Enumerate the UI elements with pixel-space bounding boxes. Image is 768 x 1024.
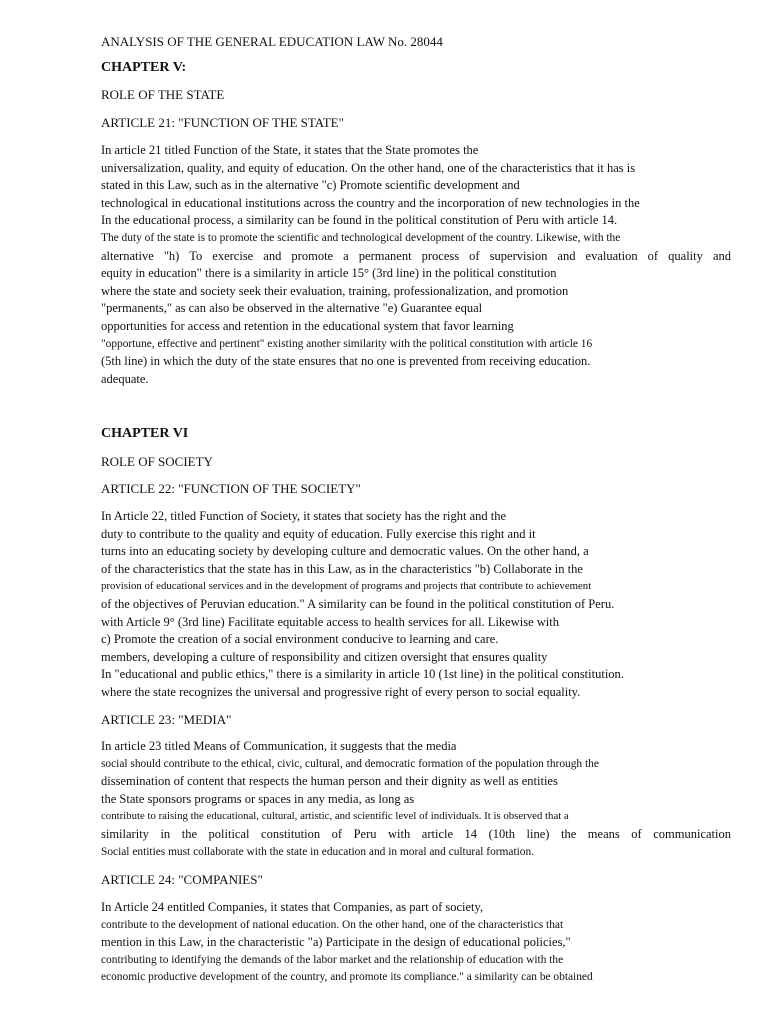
- text-line: with Article 9° (3rd line) Facilitate equitable access to health services for all. Likewise with: [101, 614, 559, 629]
- text-line: contribute to the development of national education. On the other hand, one of the characteristics that: [101, 918, 564, 931]
- article-22-body: [101, 508, 624, 702]
- text-line: In "educational and public ethics," there is a similarity in article 10 (1st line) in the political constitution.: [101, 667, 624, 682]
- text-line: provision of educational services and in the development of programs and projects that contribute to achievement: [101, 580, 592, 593]
- text-line: alternative "h) To exercise and promote a permanent process of supervision and evaluation of quality and: [101, 248, 731, 263]
- text-line: (5th line) in which the duty of the state ensures that no one is prevented from receiving education.: [101, 354, 591, 369]
- chapter-5-role: ROLE OF THE STATE: [101, 87, 225, 102]
- text-line: "permanents," as can also be observed in the alternative "e) Guarantee equal: [101, 301, 483, 316]
- document-title: ANALYSIS OF THE GENERAL EDUCATION LAW No. 28044: [101, 34, 443, 49]
- text-line: economic productive development of the country, and promote its compliance." a similarity can be obtained: [101, 971, 593, 984]
- text-line: opportunities for access and retention in the educational system that favor learning: [101, 318, 514, 333]
- article-22-title: ARTICLE 22: "FUNCTION OF THE SOCIETY": [101, 481, 361, 496]
- article-24-body: [101, 899, 593, 987]
- text-line: stated in this Law, such as in the alternative "c) Promote scientific development and: [101, 178, 520, 193]
- text-line: of the objectives of Peruvian education." A similarity can be found in the political constitution of Peru.: [101, 596, 615, 611]
- text-line: In the educational process, a similarity can be found in the political constitution of Peru with article 14.: [101, 213, 618, 228]
- text-line: technological in educational institutions across the country and the incorporation of new technologies in the: [101, 195, 640, 210]
- text-line: the State sponsors programs or spaces in any media, as long as: [101, 791, 415, 806]
- text-line: contribute to raising the educational, cultural, artistic, and scientific level of individuals. It is observed that a: [101, 810, 569, 823]
- text-line: mention in this Law, in the characteristic "a) Participate in the design of educational policies,": [101, 935, 571, 950]
- text-line: of the characteristics that the state has in this Law, as in the characteristics "b) Collaborate in the: [101, 561, 583, 576]
- text-line: where the state and society seek their evaluation, training, professionalization, and promotion: [101, 283, 569, 298]
- text-line: Social entities must collaborate with the state in education and in moral and cultural formation.: [101, 845, 535, 858]
- text-line: In article 21 titled Function of the State, it states that the State promotes the: [101, 143, 479, 157]
- article-23-title: ARTICLE 23: "MEDIA": [101, 712, 232, 727]
- text-line: dissemination of content that respects the human person and their dignity as well as entities: [101, 774, 558, 789]
- text-line: similarity in the political constitution of Peru with article 14 (10th line) the means of communication: [101, 826, 731, 841]
- article-23-body: [101, 738, 731, 861]
- text-line: contributing to identifying the demands of the labor market and the relationship of education with the: [101, 953, 564, 966]
- text-line: universalization, quality, and equity of education. On the other hand, one of the characteristics that it has is: [101, 160, 636, 175]
- text-line: duty to contribute to the quality and equity of education. Fully exercise this right and it: [101, 526, 536, 541]
- text-line: where the state recognizes the universal and progressive right of every person to social equality.: [101, 684, 581, 699]
- chapter-6-heading: CHAPTER VI: [101, 426, 189, 441]
- text-line: c) Promote the creation of a social environment conducive to learning and care.: [101, 632, 499, 647]
- text-line: In Article 22, titled Function of Society, it states that society has the right and the: [101, 509, 507, 523]
- text-line: social should contribute to the ethical, civic, cultural, and democratic formation of the population through the: [101, 757, 599, 770]
- text-line: "opportune, effective and pertinent" existing another similarity with the political constitution with article 16: [101, 337, 593, 350]
- article-21-body: [101, 142, 731, 388]
- text-line: adequate.: [101, 371, 149, 386]
- text-line: equity in education" there is a similarity in article 15° (3rd line) in the political constitution: [101, 266, 557, 281]
- text-line: The duty of the state is to promote the scientific and technological development of the country. Likewise, with the: [101, 231, 621, 244]
- article-24-title: ARTICLE 24: "COMPANIES": [101, 872, 263, 887]
- text-line: In Article 24 entitled Companies, it states that Companies, as part of society,: [101, 900, 484, 914]
- text-line: In article 23 titled Means of Communication, it suggests that the media: [101, 739, 457, 753]
- article-21-title: ARTICLE 21: "FUNCTION OF THE STATE": [101, 115, 344, 130]
- chapter-6-role: ROLE OF SOCIETY: [101, 454, 213, 469]
- text-line: members, developing a culture of responsibility and citizen oversight that ensures quality: [101, 649, 548, 664]
- text-line: turns into an educating society by developing culture and democratic values. On the other hand, a: [101, 544, 589, 559]
- chapter-5-heading: CHAPTER V:: [101, 60, 187, 75]
